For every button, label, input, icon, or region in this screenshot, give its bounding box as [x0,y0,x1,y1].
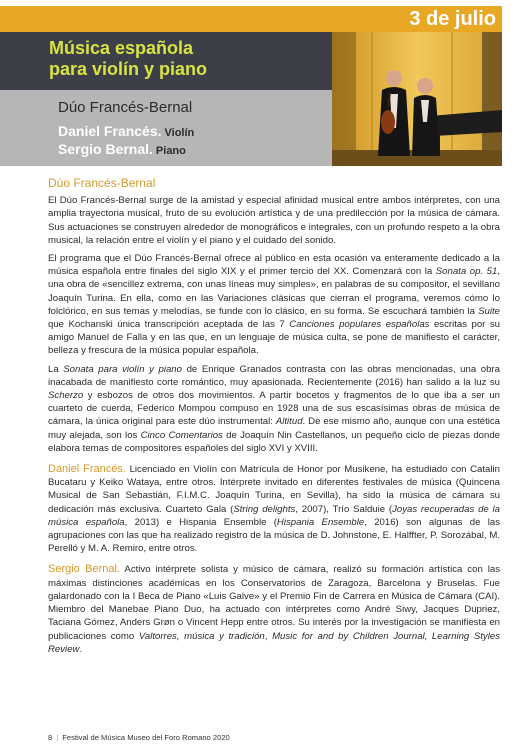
paragraph-bernal-bio: Sergio Bernal. Activo intérprete solista y músico de cámara, realizó su formación artística con las máximas distinciones académicas en los Conservatorios de Zaragoza, Barcelona y Bruselas. Fue galardonado con la I Beca de Piano «Luis Galve» y el Premio Fin de Carrera en Música de Cámara (CAI). Miembro del Manebae Piano Duo, ha actuado con intérpretes como André Siwy, Jacques Dupriez, Taciana Gómez, Anders Grøn o Vincent Hepp entre otros. Su interés por la investigación se manifiesta en publicaciones como Valtorres, música y tradición, Music for and by Children Journal, Learning Styles Review. [48,563,500,655]
paragraph-intro: El Dúo Francés-Bernal surge de la amistad y especial afinidad musical entre ambos intérpretes, con una amplia trayectoria musical, fruto de su evolución artística y de una predilección por la música de cámara. Sus actuaciones se construyen alrededor de monográficos e integrales, con un profundo respeto a la obra musical, la relación entre el violín y el piano y el cuidado del sonido. [48,195,500,246]
paragraph-granados: La Sonata para violín y piano de Enrique Granados contrasta con las obras mencionadas, una obra inacabada de manifiesto corte romántico, muy apasionada. Recientemente (2016) han salido a la luz su Scherzo y esbozos de otros dos movimientos. A partir bocetos y fragmentos de lo que iba a ser un cuarteto de cuerda, Federico Mompou compuso en 1928 una de sus escasísimas obras de música de cámara, la única original para este dúo instrumental: Altitud. De ese mismo año, aunque con una estética muy alejada, son los Cinco Comentarios de Joaquín Nin Castellanos, un pequeño ciclo de piezas donde elabora temas de compositores españoles del siglo XVI y XVIII. [48,363,500,454]
article-body [48,177,500,661]
paragraph-frances-bio: Daniel Francés. Licenciado en Violín con Matrícula de Honor por Musikene, ha estudiado con Catalin Bucataru y Keiko Wataya, entre otros. Intérprete invitado en diferentes festivales de música (Quincena Musical de San Sebastián, F.I.M.C. Joaquín Turina, en Sevilla), ha sido la música de cámara su dedicación más exclusiva. Cuarteto Gala (String delights, 2007), Trío Salduie (Joyas recuperadas de la música española, 2013) e Hispania Ensemble (Hispania Ensemble, 2016) son algunas de las agrupaciones con las que ha realizado registro de la música de D. Johnstone, E. Halffter, P. Sorozábal, M. Perelló y M. A. Remiro, entre otros. [48,463,501,555]
performers-panel [0,90,332,166]
title-panel [0,32,332,90]
bio-name: Daniel Francés. [48,463,126,476]
performer-instrument: Piano [155,145,186,157]
performer-violin [58,123,194,139]
footer-text: Festival de Música Museo del Foro Romano 2020 [62,733,230,742]
footer-divider: | [56,733,59,742]
performer-instrument: Violín [164,127,195,139]
performer-piano [58,141,186,157]
title-line-1: Música española [49,38,194,58]
section-title: Dúo Francés-Bernal [48,176,156,190]
date-banner [0,6,502,32]
page-header [0,0,529,172]
duo-name: Dúo Francés-Bernal [58,99,193,116]
bio-name: Sergio Bernal. [48,563,120,576]
concert-title [49,38,207,80]
page-number: 8 [48,733,53,742]
performer-name: Daniel Francés. [58,123,162,139]
page-footer [48,733,230,742]
paragraph-program: El programa que el Dúo Francés-Bernal ofrece al público en esta ocasión va enteramente dedicado a la música española entre finales del siglo XIX y el primer tercio del XX. Comenzará con la Sonata op. 51, una obra de «sencillez extrema, con unas líneas muy simples», en palabras de su compositor, el sevillano Joaquín Turina. En ella, como en las Variaciones clásicas que cierran el programa, veremos cómo lo folclórico, en sus temas y melodías, se funde con lo clásico, en su forma. Se escuchará también la Suite que Kochanski única transcripción aceptada de las 7 Canciones populares españolas escritas por su amigo Manuel de Falla y en las que, en un lenguaje de música culta, se pone de manifiesto el carácter, belleza y frescura de la música popular española. [48,253,500,357]
duo-photo [332,32,502,166]
performer-name: Sergio Bernal. [58,141,153,157]
concert-date: 3 de julio [409,8,496,30]
title-line-2: para violín y piano [49,59,208,79]
